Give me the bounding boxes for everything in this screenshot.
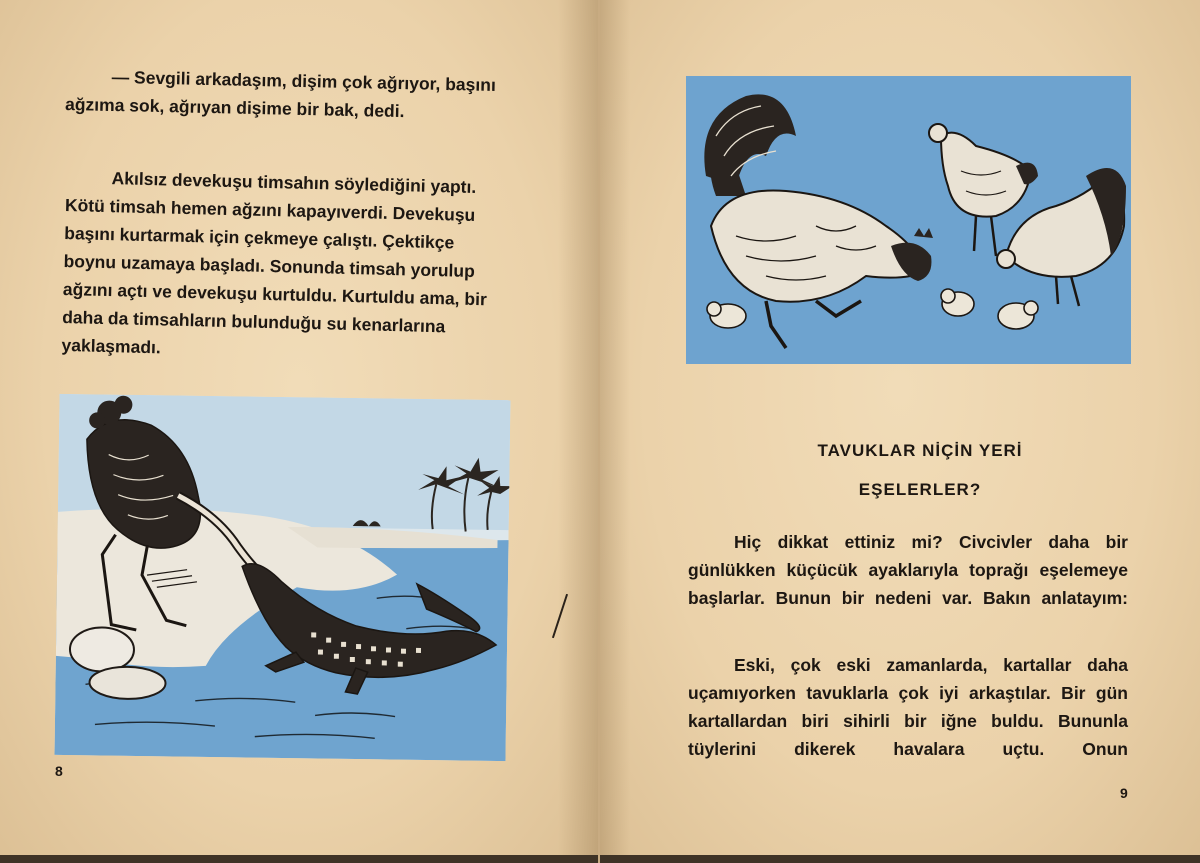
page-number-left: 8 (55, 763, 63, 779)
ostrich-crocodile-illustration (55, 394, 511, 761)
left-paragraph-1: — Sevgili arkadaşım, dişim çok ağrıyor, başını ağzıma sok, ağrıyan dişime bir bak, dedi. (64, 66, 497, 122)
left-paragraph-2: Akılsız devekuşu timsahın söylediğini yaptı. Kötü timsah hemen ağzını kapayıverdi. Devekuşu başını kurtarmak için çekmeye çalıştı. Çektikçe boynu uzamaya başladı. Sonunda timsah yorulup ağzını açtı ve devekuşu kurtuldu. Kurtuldu ama, bir daha da timsahların bulunduğu su kenarlarına yaklaşmadı. (61, 168, 488, 358)
page-edge (0, 855, 598, 863)
story-title-line-2: EŞELERLER? (858, 480, 982, 499)
story-title-line-1: TAVUKLAR NİÇİN YERİ (817, 441, 1023, 460)
gutter-shadow (558, 0, 598, 863)
right-page (600, 0, 1200, 863)
right-paragraph-2: Eski, çok eski zamanlarda, kartallar daha uçamıyorken tavuklarla çok iyi arkaştılar. Bir gün kartallardan biri sihirli bir iğne buldu. Bununla tüylerini dikerek havalara uçtu. Onun (688, 655, 1128, 759)
rooster-hens-illustration (686, 76, 1131, 364)
page-number-right: 9 (1120, 785, 1128, 801)
gutter-shadow (600, 0, 630, 863)
right-paragraph-1: Hiç dikkat ettiniz mi? Civcivler daha bir günlükken küçücük ayaklarıyla toprağı eşelemeye başlarlar. Bunun bir nedeni var. Bakın anlatayım: (688, 532, 1128, 608)
page-edge (600, 855, 1200, 863)
